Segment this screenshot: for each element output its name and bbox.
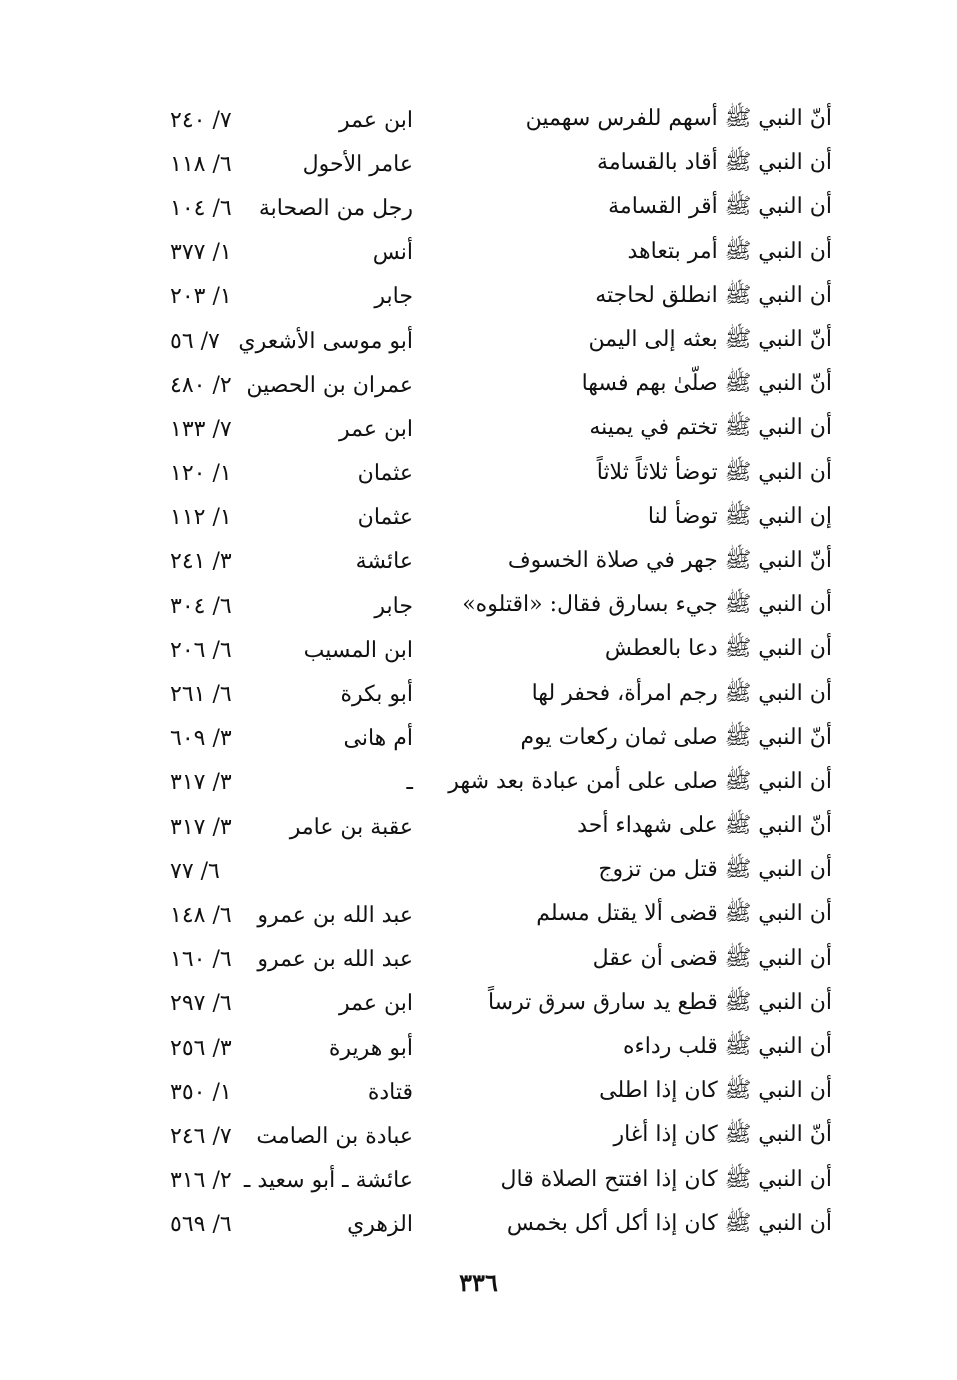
index-row <box>150 805 840 849</box>
hadith-incipit: أن النبي ﷺ أقر القسامة <box>608 194 832 220</box>
hadith-incipit: أن النبي ﷺ جيء بسارق فقال: «اقتلوه» <box>462 592 832 618</box>
hadith-incipit: أن النبي ﷺ رجم امرأة، فحفر لها <box>531 680 832 706</box>
hadith-incipit: أن النبي ﷺ دعا بالعطش <box>604 636 832 662</box>
narrator-name: أبو بكرة <box>340 682 413 708</box>
index-row <box>150 363 840 407</box>
volume-page-reference: ٢/ ٤٨٠ <box>170 372 232 398</box>
volume-page-reference: ٧/ ١٣٣ <box>170 416 232 442</box>
narrator-name: عامر الأحول <box>302 151 413 177</box>
hadith-index-table <box>150 98 840 1247</box>
hadith-incipit: أن النبي ﷺ قتل من تزوج <box>598 857 832 883</box>
hadith-incipit: إن النبي ﷺ توضأ لنا <box>647 503 832 529</box>
volume-page-reference: ٦/ ٥٦٩ <box>170 1212 232 1238</box>
volume-page-reference: ٦/ ٢٠٦ <box>170 637 232 663</box>
narrator-name: عبد الله بن عمرو <box>257 947 413 973</box>
volume-page-reference: ٦/ ٢٩٧ <box>170 991 232 1017</box>
narrator-name: أنس <box>372 240 413 266</box>
narrator-name: أبو هريرة <box>328 1035 413 1061</box>
index-row <box>150 1070 840 1114</box>
index-row <box>150 938 840 982</box>
narrator-name: ابن عمر <box>339 416 413 442</box>
narrator-name: جابر <box>374 284 413 310</box>
index-row <box>150 849 840 893</box>
narrator-name: عقبة بن عامر <box>289 814 413 840</box>
narrator-name: الزهري <box>347 1212 413 1238</box>
hadith-incipit: أن النبي ﷺ أقاد بالقسامة <box>597 150 832 176</box>
narrator-name: ابن عمر <box>339 991 413 1017</box>
volume-page-reference: ١/ ١١٢ <box>170 505 232 531</box>
volume-page-reference: ٧/ ٢٤٦ <box>170 1123 232 1149</box>
index-row <box>150 540 840 584</box>
volume-page-reference: ٣/ ٣١٧ <box>170 770 232 796</box>
hadith-incipit: أن النبي ﷺ قطع يد سارق سرق ترساً <box>487 989 832 1015</box>
narrator-name: عائشة <box>355 549 413 575</box>
hadith-incipit: أن النبي ﷺ كان إذا اطلى <box>599 1078 832 1104</box>
volume-page-reference: ٦/ ١٤٨ <box>170 902 232 928</box>
hadith-incipit: أن النبي ﷺ قلب رداءه <box>622 1034 832 1060</box>
volume-page-reference: ٦/ ٢٦١ <box>170 682 232 708</box>
page-number: ٣٣٦ <box>459 1268 498 1297</box>
hadith-incipit: أن النبي ﷺ تختم في يمينه <box>589 415 832 441</box>
narrator-name: جابر <box>374 593 413 619</box>
hadith-incipit: أنّ النبي ﷺ صلّىٰ بهم فسها <box>581 371 832 397</box>
volume-page-reference: ١/ ١٢٠ <box>170 461 232 487</box>
narrator-name: عائشة ـ أبو سعيد ـ <box>243 1168 413 1194</box>
hadith-incipit: أن النبي ﷺ قضى ألا يقتل مسلم <box>536 901 832 927</box>
index-row <box>150 1159 840 1203</box>
hadith-incipit: أنّ النبي ﷺ على شهداء أحد <box>577 813 832 839</box>
narrator-name: ابن المسيب <box>303 637 413 663</box>
narrator-name: ـ <box>406 770 413 796</box>
volume-page-reference: ٣/ ٦٠٩ <box>170 726 232 752</box>
volume-page-reference: ١/ ٢٠٣ <box>170 284 232 310</box>
hadith-incipit: أن النبي ﷺ كان إذا أكل أكل بخمس <box>506 1210 832 1236</box>
hadith-incipit: أن النبي ﷺ أمر بتعاهد <box>627 238 832 264</box>
narrator-name: قتادة <box>367 1079 413 1105</box>
index-row <box>150 186 840 230</box>
index-row <box>150 1114 840 1158</box>
hadith-incipit: أنّ النبي ﷺ أسهم للفرس سهمين <box>525 106 832 132</box>
index-row <box>150 672 840 716</box>
volume-page-reference: ٦/ ١٦٠ <box>170 947 232 973</box>
volume-page-reference: ٣/ ٢٥٦ <box>170 1035 232 1061</box>
narrator-name: أبو موسى الأشعري <box>238 328 413 354</box>
index-row <box>150 231 840 275</box>
volume-page-reference: ٦/ ٧٧ <box>170 858 220 884</box>
narrator-name: رجل من الصحابة <box>258 195 413 221</box>
narrator-name: ابن عمر <box>339 107 413 133</box>
narrator-name: عثمان <box>357 505 413 531</box>
volume-page-reference: ٣/ ٢٤١ <box>170 549 232 575</box>
volume-page-reference: ٢/ ٣١٦ <box>170 1168 232 1194</box>
index-row <box>150 893 840 937</box>
hadith-incipit: أن النبي ﷺ قضى أن عقل <box>592 945 832 971</box>
volume-page-reference: ٦/ ٣٠٤ <box>170 593 232 619</box>
volume-page-reference: ٣/ ٣١٧ <box>170 814 232 840</box>
index-row <box>150 319 840 363</box>
volume-page-reference: ٧/ ٢٤٠ <box>170 107 232 133</box>
volume-page-reference: ١/ ٣٧٧ <box>170 240 232 266</box>
index-row <box>150 275 840 319</box>
narrator-name: عبد الله بن عمرو <box>257 902 413 928</box>
volume-page-reference: ١/ ٣٥٠ <box>170 1079 232 1105</box>
index-row <box>150 1026 840 1070</box>
index-row <box>150 761 840 805</box>
hadith-incipit: أن النبي ﷺ توضأ ثلاثاً ثلاثاً <box>596 459 832 485</box>
narrator-name: عبادة بن الصامت <box>256 1123 413 1149</box>
hadith-incipit: أن النبي ﷺ صلى على أمن عبادة بعد شهر <box>448 768 832 794</box>
volume-page-reference: ٧/ ٥٦ <box>170 328 220 354</box>
index-row <box>150 717 840 761</box>
index-row <box>150 142 840 186</box>
index-row <box>150 982 840 1026</box>
hadith-incipit: أن النبي ﷺ انطلق لحاجته <box>595 282 832 308</box>
hadith-incipit: أنّ النبي ﷺ كان إذا أغار <box>613 1122 832 1148</box>
hadith-incipit: أن النبي ﷺ كان إذا افتتح الصلاة قال <box>500 1166 832 1192</box>
volume-page-reference: ٦/ ١١٨ <box>170 151 232 177</box>
index-row <box>150 1203 840 1247</box>
index-row <box>150 452 840 496</box>
hadith-incipit: أنّ النبي ﷺ بعثه إلى اليمن <box>588 327 832 353</box>
volume-page-reference: ٦/ ١٠٤ <box>170 195 232 221</box>
index-row <box>150 628 840 672</box>
narrator-name: عمران بن الحصين <box>246 372 413 398</box>
index-row <box>150 98 840 142</box>
narrator-name: أم هانى <box>343 726 413 752</box>
hadith-incipit: أنّ النبي ﷺ صلى ثمان ركعات يوم <box>520 724 832 750</box>
index-row <box>150 496 840 540</box>
narrator-name: عثمان <box>357 461 413 487</box>
index-row <box>150 584 840 628</box>
index-row <box>150 407 840 451</box>
hadith-incipit: أنّ النبي ﷺ جهر في صلاة الخسوف <box>507 547 832 573</box>
